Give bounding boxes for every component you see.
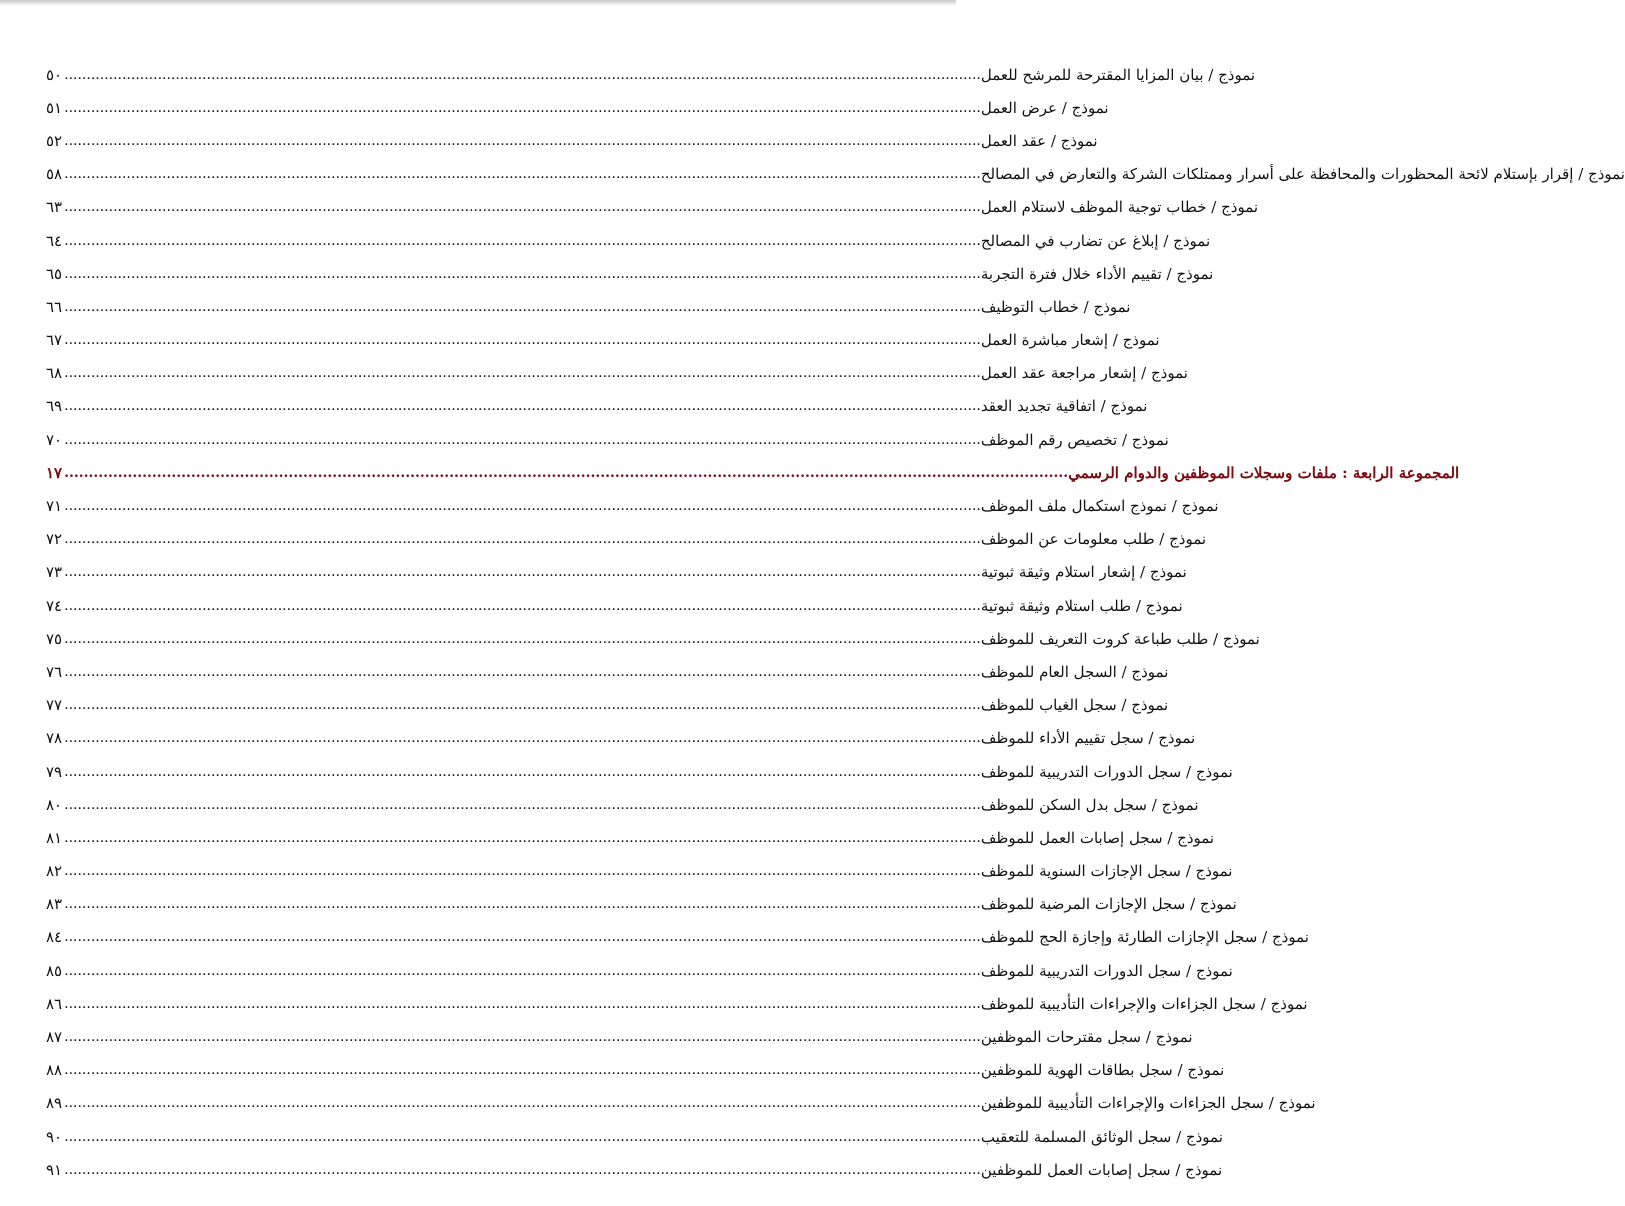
toc-page-number: ٨٠ (46, 795, 63, 814)
toc-entry-title: نموذج / إقرار بإستلام لائحة المحظورات والمحافظة على أسرار وممتلكات الشركة والتعارض في المصالح (980, 165, 1625, 184)
toc-entry-title: نموذج / سجل الوثائق المسلمة للتعقيب (980, 1127, 1223, 1146)
toc-entry-title: نموذج / إشعار مباشرة العمل (980, 331, 1160, 350)
leader-dots: .............................................................................................................................................................................................................. (64, 431, 981, 448)
toc-entry (46, 987, 1308, 1020)
leader-dots: .............................................................................................................................................................................................................. (64, 564, 981, 581)
toc-page-number: ٧٥ (46, 629, 63, 648)
toc-page-number: ٦٨ (46, 364, 63, 383)
leader-dots: .............................................................................................................................................................................................................. (64, 929, 981, 946)
leader-dots: .............................................................................................................................................................................................................. (64, 1161, 981, 1178)
toc-entry (46, 290, 1131, 323)
toc-entry (46, 324, 1160, 357)
toc-page-number: ٥٨ (46, 165, 63, 184)
toc-entry-title: نموذج / سجل الجزاءات والإجراءات التأديبية للموظفين (980, 1094, 1316, 1113)
toc-entry (46, 489, 1219, 522)
leader-dots: .............................................................................................................................................................................................................. (64, 995, 981, 1012)
toc-page-number: ٥٢ (46, 131, 63, 150)
toc-entry (46, 1054, 1225, 1087)
toc-page-number: ٦٣ (46, 198, 63, 217)
toc-entry-title: نموذج / سجل الغياب للموظف (980, 696, 1169, 715)
toc-entry (46, 689, 1169, 722)
toc-entry (46, 556, 1187, 589)
leader-dots: .............................................................................................................................................................................................................. (64, 66, 981, 83)
toc-entry-title: نموذج / إشعار مراجعة عقد العمل (980, 364, 1188, 383)
toc-entry (46, 523, 1207, 556)
toc-page-number: ٦٩ (46, 397, 63, 416)
toc-page-number: ٧٢ (46, 530, 63, 549)
toc-page-number: ٧٦ (46, 662, 63, 681)
toc-entry (46, 888, 1237, 921)
toc-page-number: ٨١ (46, 828, 63, 847)
toc-entry-title: نموذج / طلب استلام وثيقة ثبوتية (980, 596, 1183, 615)
toc-entry (46, 124, 1098, 157)
leader-dots: .............................................................................................................................................................................................................. (64, 896, 981, 913)
toc-entry-title: نموذج / تقييم الأداء خلال فترة التجربة (980, 264, 1214, 283)
toc-page-number: ٥١ (46, 98, 63, 117)
toc-entry-title: نموذج / طلب معلومات عن الموظف (980, 530, 1207, 549)
toc-page-number: ٧٣ (46, 563, 63, 582)
toc-page-number: ١٧ (46, 463, 63, 482)
leader-dots: .............................................................................................................................................................................................................. (64, 1095, 981, 1112)
toc-entry (46, 655, 1169, 688)
toc-entry (46, 855, 1233, 888)
toc-page-number: ٨٥ (46, 961, 63, 980)
toc-page-number: ٦٤ (46, 231, 63, 250)
toc-entry-title: نموذج / سجل الإجازات السنوية للموظف (980, 862, 1233, 881)
toc-page-number: ٨٣ (46, 895, 63, 914)
toc-page-number: ٦٦ (46, 297, 63, 316)
toc-page-number: ٨٩ (46, 1094, 63, 1113)
toc-page-number: ٧٤ (46, 596, 63, 615)
toc-page-number: ٧٠ (46, 430, 63, 449)
toc-entry-title: نموذج / سجل الإجازات المرضية للموظف (980, 895, 1237, 914)
leader-dots: .............................................................................................................................................................................................................. (64, 1062, 981, 1079)
toc-page-number: ٧٩ (46, 762, 63, 781)
leader-dots: .............................................................................................................................................................................................................. (64, 1128, 981, 1145)
toc-entry (46, 423, 1169, 456)
toc-entry-title: نموذج / سجل الجزاءات والإجراءات التأديبية للموظف (980, 994, 1308, 1013)
leader-dots: .............................................................................................................................................................................................................. (64, 265, 981, 282)
toc-page-number: ٧٨ (46, 729, 63, 748)
toc-page-number: ٩١ (46, 1160, 63, 1179)
toc-entry (46, 257, 1214, 290)
toc-entry (46, 755, 1233, 788)
toc-entry (46, 788, 1199, 821)
toc-entry (46, 722, 1196, 755)
leader-dots: .............................................................................................................................................................................................................. (64, 531, 981, 548)
leader-dots: .............................................................................................................................................................................................................. (64, 332, 981, 349)
toc-entry-title: نموذج / سجل مقترحات الموظفين (980, 1028, 1193, 1047)
toc-entry-title: نموذج / السجل العام للموظف (980, 662, 1169, 681)
toc-entry-title: نموذج / عرض العمل (980, 98, 1109, 117)
toc-entry-title: نموذج / إبلاغ عن تضارب في المصالح (980, 231, 1211, 250)
toc-page-number: ٨٧ (46, 1028, 63, 1047)
toc-entry-title: نموذج / عقد العمل (980, 131, 1098, 150)
toc-entry (46, 58, 1256, 91)
toc-entry-title: نموذج / سجل إصابات العمل للموظف (980, 828, 1215, 847)
toc-entry (46, 357, 1188, 390)
leader-dots: .............................................................................................................................................................................................................. (64, 166, 981, 183)
toc-page-number: ٨٨ (46, 1061, 63, 1080)
toc-entry-title: نموذج / سجل إصابات العمل للموظفين (980, 1160, 1223, 1179)
leader-dots: .............................................................................................................................................................................................................. (64, 199, 981, 216)
leader-dots: .............................................................................................................................................................................................................. (64, 1029, 981, 1046)
toc-entry (46, 1087, 1316, 1120)
leader-dots: .............................................................................................................................................................................................................. (64, 829, 981, 846)
table-of-contents (46, 58, 1625, 1186)
toc-entry-title: نموذج / خطاب توجية الموظف لاستلام العمل (980, 198, 1259, 217)
toc-entry (46, 91, 1109, 124)
toc-page-number: ٥٠ (46, 65, 63, 84)
leader-dots: .............................................................................................................................................................................................................. (64, 232, 981, 249)
page-top-shadow (0, 0, 956, 6)
toc-entry-title: نموذج / سجل تقييم الأداء للموظف (980, 729, 1196, 748)
leader-dots: .............................................................................................................................................................................................................. (64, 962, 981, 979)
toc-entry-title: نموذج / سجل الإجازات الطارئة وإجازة الحج للموظف (980, 928, 1309, 947)
toc-entry-title: نموذج / اتفاقية تجديد العقد (980, 397, 1148, 416)
toc-page-number: ٩٠ (46, 1127, 63, 1146)
toc-entry-title: نموذج / إشعار استلام وثيقة ثبوتية (980, 563, 1187, 582)
leader-dots: .............................................................................................................................................................................................................. (64, 796, 981, 813)
leader-dots: .............................................................................................................................................................................................................. (64, 464, 1069, 481)
leader-dots: .............................................................................................................................................................................................................. (64, 697, 981, 714)
toc-page-number: ٨٦ (46, 994, 63, 1013)
toc-entry-title: نموذج / نموذج استكمال ملف الموظف (980, 497, 1219, 516)
leader-dots: .............................................................................................................................................................................................................. (64, 398, 981, 415)
leader-dots: .............................................................................................................................................................................................................. (64, 498, 981, 515)
toc-entry (46, 954, 1233, 987)
toc-page-number: ٧١ (46, 497, 63, 516)
toc-page-number: ٦٧ (46, 331, 63, 350)
leader-dots: .............................................................................................................................................................................................................. (64, 132, 981, 149)
toc-page-number: ٧٧ (46, 696, 63, 715)
toc-entry (46, 589, 1183, 622)
leader-dots: .............................................................................................................................................................................................................. (64, 365, 981, 382)
toc-section-title: المجموعة الرابعة : ملفات وسجلات الموظفين والدوام الرسمي (1068, 463, 1460, 482)
toc-page-number: ٨٢ (46, 862, 63, 881)
leader-dots: .............................................................................................................................................................................................................. (64, 630, 981, 647)
leader-dots: .............................................................................................................................................................................................................. (64, 99, 981, 116)
toc-entry-title: نموذج / سجل بطاقات الهوية للموظفين (980, 1061, 1225, 1080)
leader-dots: .............................................................................................................................................................................................................. (64, 730, 981, 747)
leader-dots: .............................................................................................................................................................................................................. (64, 663, 981, 680)
toc-entry (46, 821, 1215, 854)
leader-dots: .............................................................................................................................................................................................................. (64, 763, 981, 780)
toc-entry-title: نموذج / طلب طباعة كروت التعريف للموظف (980, 629, 1260, 648)
toc-entry (46, 224, 1211, 257)
toc-page-number: ٦٥ (46, 264, 63, 283)
toc-entry (46, 1020, 1193, 1053)
leader-dots: .............................................................................................................................................................................................................. (64, 298, 981, 315)
toc-entry (46, 921, 1309, 954)
toc-page-number: ٨٤ (46, 928, 63, 947)
toc-entry (46, 158, 1625, 191)
toc-entry-title: نموذج / خطاب التوظيف (980, 297, 1131, 316)
toc-entry (46, 1153, 1223, 1186)
toc-entry (46, 622, 1260, 655)
leader-dots: .............................................................................................................................................................................................................. (64, 863, 981, 880)
toc-entry (46, 191, 1259, 224)
toc-entry (46, 1120, 1223, 1153)
leader-dots: .............................................................................................................................................................................................................. (64, 597, 981, 614)
toc-entry-title: نموذج / سجل بدل السكن للموظف (980, 795, 1199, 814)
toc-entry-title: نموذج / بيان المزايا المقترحة للمرشح للعمل (980, 65, 1256, 84)
toc-entry (46, 390, 1148, 423)
toc-entry-title: نموذج / سجل الدورات التدريبية للموظف (980, 961, 1233, 980)
toc-section-heading (46, 456, 1460, 489)
toc-entry-title: نموذج / سجل الدورات التدريبية للموظف (980, 762, 1233, 781)
toc-entry-title: نموذج / تخصيص رقم الموظف (980, 430, 1169, 449)
